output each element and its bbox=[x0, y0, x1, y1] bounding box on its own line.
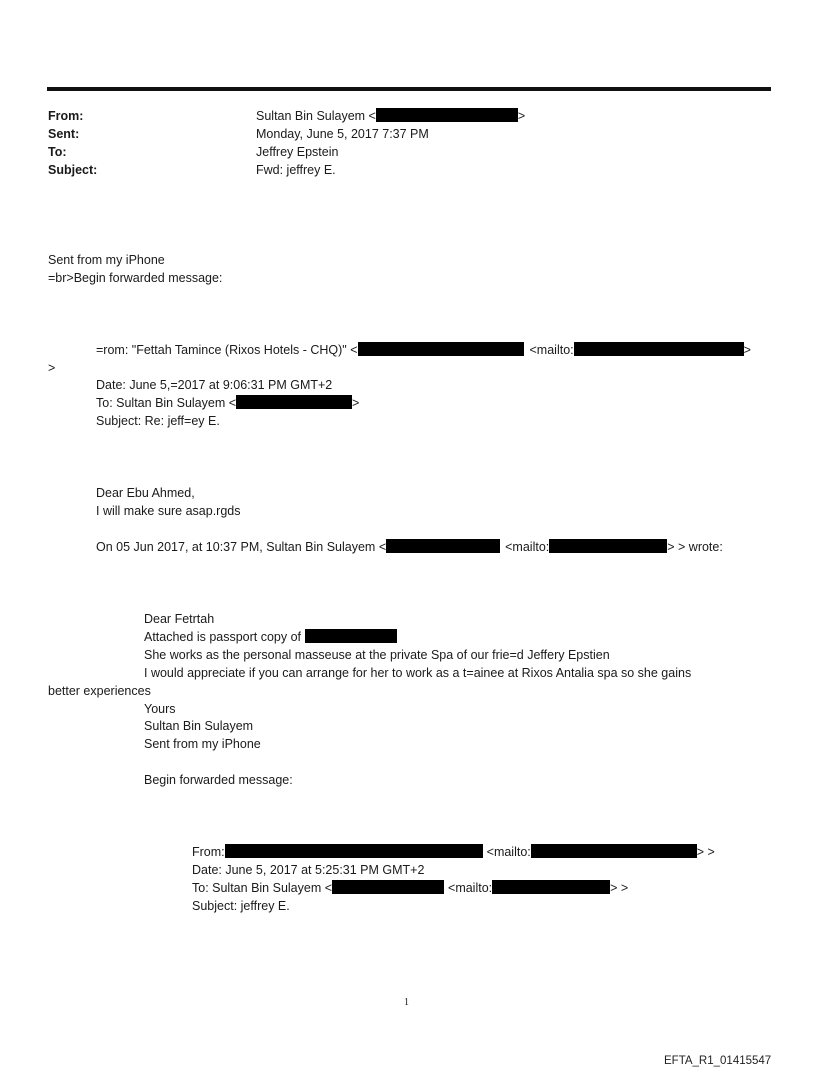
msg-sent-from: Sent from my iPhone bbox=[144, 737, 261, 751]
redaction-box bbox=[549, 539, 667, 553]
msg-line2: She works as the personal masseuse at the private Spa of our frie=d Jeffery Epstien bbox=[144, 648, 610, 662]
fwd1-subject: Subject: Re: jeff=ey E. bbox=[96, 414, 220, 428]
on-wrote-text: On 05 Jun 2017, at 10:37 PM, Sultan Bin Sulayem < bbox=[96, 540, 387, 554]
msg-line3-wrap: better experiences bbox=[48, 684, 151, 698]
on-wrote-end: > > wrote: bbox=[667, 540, 723, 554]
msg-line1 bbox=[144, 628, 397, 646]
fwd1-from-text: =rom: "Fettah Tamince (Rixos Hotels - CHQ)" < bbox=[96, 343, 358, 357]
to-label: To: bbox=[48, 145, 67, 159]
redaction-box bbox=[376, 108, 518, 122]
redaction-box bbox=[225, 844, 483, 858]
fwd1-to-end: > bbox=[352, 396, 360, 410]
to-value: Jeffrey Epstein bbox=[256, 145, 339, 159]
msg-signature: Sultan Bin Sulayem bbox=[144, 719, 254, 733]
redaction-box bbox=[332, 880, 444, 894]
msg-greeting: Dear Fetrtah bbox=[144, 612, 215, 626]
redaction-box bbox=[531, 844, 697, 858]
from-label: From: bbox=[48, 109, 84, 123]
on-wrote-line bbox=[96, 538, 723, 556]
redaction-box bbox=[358, 342, 524, 356]
subject-label: Subject: bbox=[48, 163, 98, 177]
fwd1-end: > bbox=[743, 343, 751, 357]
fwd2-to-text: To: Sultan Bin Sulayem < bbox=[192, 881, 333, 895]
reply-line: I will make sure asap.rgds bbox=[96, 504, 241, 518]
sent-label: Sent: bbox=[48, 127, 80, 141]
fwd2-to-line bbox=[192, 879, 628, 897]
msg-yours: Yours bbox=[144, 702, 176, 716]
fwd2-mailto: <mailto: bbox=[486, 845, 531, 859]
redaction-box bbox=[492, 880, 610, 894]
fwd2-to-end: > > bbox=[610, 881, 629, 895]
msg-line3: I would appreciate if you can arrange for her to work as a t=ainee at Rixos Antalia spa so she gains bbox=[144, 666, 692, 680]
fwd2-from-line bbox=[192, 843, 715, 861]
from-close: > bbox=[517, 109, 526, 123]
page-number: 1 bbox=[404, 997, 409, 1008]
bates-number: EFTA_R1_01415547 bbox=[664, 1055, 772, 1067]
redaction-box bbox=[386, 539, 500, 553]
fwd1-from-line bbox=[96, 341, 751, 359]
fwd2-end: > > bbox=[696, 845, 715, 859]
fwd1-to-text: To: Sultan Bin Sulayem < bbox=[96, 396, 237, 410]
fwd1-mailto: <mailto: bbox=[529, 343, 574, 357]
redaction-box bbox=[236, 395, 352, 409]
fwd2-subject: Subject: jeffrey E. bbox=[192, 899, 290, 913]
fwd2-from-text: From: bbox=[192, 845, 225, 859]
header-rule bbox=[47, 87, 771, 91]
redaction-box bbox=[305, 629, 397, 643]
redaction-box bbox=[574, 342, 744, 356]
fwd2-date: Date: June 5, 2017 at 5:25:31 PM GMT+2 bbox=[192, 863, 425, 877]
begin-forwarded-1: =br>Begin forwarded message: bbox=[48, 271, 223, 285]
sent-from-iphone: Sent from my iPhone bbox=[48, 253, 165, 267]
sent-value: Monday, June 5, 2017 7:37 PM bbox=[256, 127, 429, 141]
fwd1-wrap: > bbox=[48, 361, 56, 375]
reply-greeting: Dear Ebu Ahmed, bbox=[96, 486, 195, 500]
from-text: Sultan Bin Sulayem < bbox=[256, 109, 376, 123]
fwd1-date: Date: June 5,=2017 at 9:06:31 PM GMT+2 bbox=[96, 378, 333, 392]
fwd2-to-mailto: <mailto: bbox=[448, 881, 493, 895]
begin-forwarded-2: Begin forwarded message: bbox=[144, 773, 293, 787]
from-value bbox=[256, 107, 525, 125]
on-mailto: <mailto: bbox=[505, 540, 550, 554]
msg-line1-text: Attached is passport copy of bbox=[144, 630, 302, 644]
fwd1-to-line bbox=[96, 394, 359, 412]
subject-value: Fwd: jeffrey E. bbox=[256, 163, 336, 177]
